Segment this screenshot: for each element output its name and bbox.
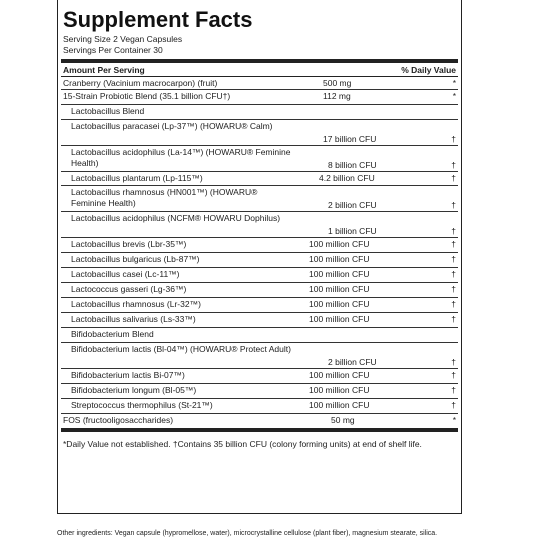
ingredient-amount: 500 mg bbox=[323, 78, 352, 88]
ingredient-dv: † bbox=[451, 269, 456, 279]
ingredient-amount: 8 billion CFU bbox=[328, 159, 377, 170]
ingredient-dv: * bbox=[452, 91, 456, 101]
ingredient-dv: * bbox=[452, 415, 456, 425]
table-row bbox=[61, 172, 458, 186]
ingredient-dv: * bbox=[452, 78, 456, 88]
ingredient-dv: † bbox=[451, 225, 456, 236]
amount-per-serving-header: Amount Per Serving bbox=[63, 65, 145, 75]
ingredient-dv: † bbox=[451, 299, 456, 309]
ingredient-name: Lactococcus gasseri (Lg-36™) bbox=[71, 284, 187, 294]
ingredient-name: Lactobacillus acidophilus (NCFM® HOWARU Dophilus) bbox=[71, 213, 281, 223]
ingredient-name: Bifidobacterium lactis (Bl-04™) (HOWARU® Protect Adult) bbox=[71, 344, 291, 354]
table-row bbox=[61, 253, 458, 268]
ingredient-amount: 100 million CFU bbox=[309, 370, 370, 380]
table-row bbox=[61, 399, 458, 414]
table-row bbox=[61, 384, 458, 399]
ingredient-amount: 50 mg bbox=[331, 415, 355, 425]
table-row bbox=[61, 313, 458, 328]
ingredient-amount: 17 billion CFU bbox=[323, 133, 377, 144]
ingredient-amount: 4.2 billion CFU bbox=[319, 173, 375, 183]
other-ingredients: Other ingredients: Vegan capsule (hypromellose, water), microcrystalline cellulose (plant fiber), magnesium stearate, silica. bbox=[57, 530, 438, 537]
table-row bbox=[61, 268, 458, 283]
table-row bbox=[61, 283, 458, 298]
ingredient-name: Lactobacillus rhamnosus (Lr-32™) bbox=[71, 299, 201, 309]
table-row bbox=[61, 414, 458, 428]
ingredient-amount: 100 million CFU bbox=[309, 400, 370, 410]
ingredient-dv: † bbox=[451, 173, 456, 183]
daily-value-header: % Daily Value bbox=[401, 65, 456, 75]
ingredient-dv: † bbox=[451, 284, 456, 294]
footnote: *Daily Value not established. †Contains 35 billion CFU (colony forming units) at end of shelf life. bbox=[61, 428, 458, 450]
ingredient-amount: 100 million CFU bbox=[309, 314, 370, 324]
table-row bbox=[61, 146, 458, 172]
table-row bbox=[61, 186, 458, 212]
ingredient-name: Cranberry (Vacinium macrocarpon) (fruit) bbox=[63, 78, 218, 88]
ingredient-name: Lactobacillus bulgaricus (Lb-87™) bbox=[71, 254, 200, 264]
ingredient-amount: 100 million CFU bbox=[309, 239, 370, 249]
ingredient-amount: 100 million CFU bbox=[309, 284, 370, 294]
ingredient-name: 15-Strain Probiotic Blend (35.1 billion CFU†) bbox=[63, 91, 231, 101]
supplement-facts-panel bbox=[57, 0, 462, 514]
blend-name: Bifidobacterium Blend bbox=[71, 329, 154, 339]
ingredient-amount: 2 billion CFU bbox=[328, 199, 377, 210]
table-row bbox=[61, 369, 458, 384]
ingredient-amount: 1 billion CFU bbox=[328, 225, 377, 236]
ingredient-name: Bifidobacterium longum (Bl-05™) bbox=[71, 385, 197, 395]
ingredient-amount: 100 million CFU bbox=[309, 269, 370, 279]
blend-name: Lactobacillus Blend bbox=[71, 106, 145, 116]
ingredient-name: Lactobacillus acidophilus (La-14™) (HOWARU® Feminine Health) bbox=[71, 147, 291, 168]
table-row bbox=[61, 298, 458, 313]
ingredient-dv: † bbox=[451, 356, 456, 367]
ingredient-amount: 112 mg bbox=[323, 91, 351, 101]
table-row bbox=[61, 238, 458, 253]
ingredient-name: Lactobacillus paracasei (Lp-37™) (HOWARU® Calm) bbox=[71, 121, 273, 131]
ingredient-name: Lactobacillus rhamnosus (HN001™) (HOWARU® Feminine Health) bbox=[71, 187, 258, 208]
ingredient-amount: 2 billion CFU bbox=[328, 356, 377, 367]
ingredient-name: Lactobacillus casei (Lc-11™) bbox=[71, 269, 180, 279]
panel-title: Supplement Facts bbox=[63, 7, 253, 32]
table-row bbox=[61, 120, 458, 146]
table-row bbox=[61, 105, 458, 120]
table-row bbox=[61, 90, 458, 105]
ingredient-name: Lactobacillus salivarius (Ls-33™) bbox=[71, 314, 196, 324]
ingredient-dv: † bbox=[451, 239, 456, 249]
ingredient-name: Streptococcus thermophilus (St-21™) bbox=[71, 400, 213, 410]
ingredient-dv: † bbox=[451, 133, 456, 144]
table-header bbox=[61, 63, 458, 77]
table-row bbox=[61, 328, 458, 343]
ingredient-name: Lactobacillus brevis (Lbr-35™) bbox=[71, 239, 187, 249]
serving-size: Serving Size 2 Vegan Capsules bbox=[63, 34, 183, 44]
servings-per-container: Servings Per Container 30 bbox=[63, 45, 163, 55]
ingredient-dv: † bbox=[451, 370, 456, 380]
table-row bbox=[61, 343, 458, 369]
ingredient-amount: 100 million CFU bbox=[309, 254, 370, 264]
ingredient-name: FOS (fructooligosaccharides) bbox=[63, 415, 174, 425]
ingredient-dv: † bbox=[451, 199, 456, 210]
ingredient-name: Lactobacillus plantarum (Lp-115™) bbox=[71, 173, 203, 183]
ingredient-dv: † bbox=[451, 400, 456, 410]
ingredient-name: Bifidobacterium lactis Bi-07™) bbox=[71, 370, 185, 380]
ingredient-amount: 100 million CFU bbox=[309, 385, 370, 395]
ingredient-amount: 100 million CFU bbox=[309, 299, 370, 309]
ingredient-dv: † bbox=[451, 254, 456, 264]
ingredient-dv: † bbox=[451, 159, 456, 170]
table-row bbox=[61, 77, 458, 90]
table-row bbox=[61, 212, 458, 238]
ingredient-dv: † bbox=[451, 314, 456, 324]
ingredient-dv: † bbox=[451, 385, 456, 395]
